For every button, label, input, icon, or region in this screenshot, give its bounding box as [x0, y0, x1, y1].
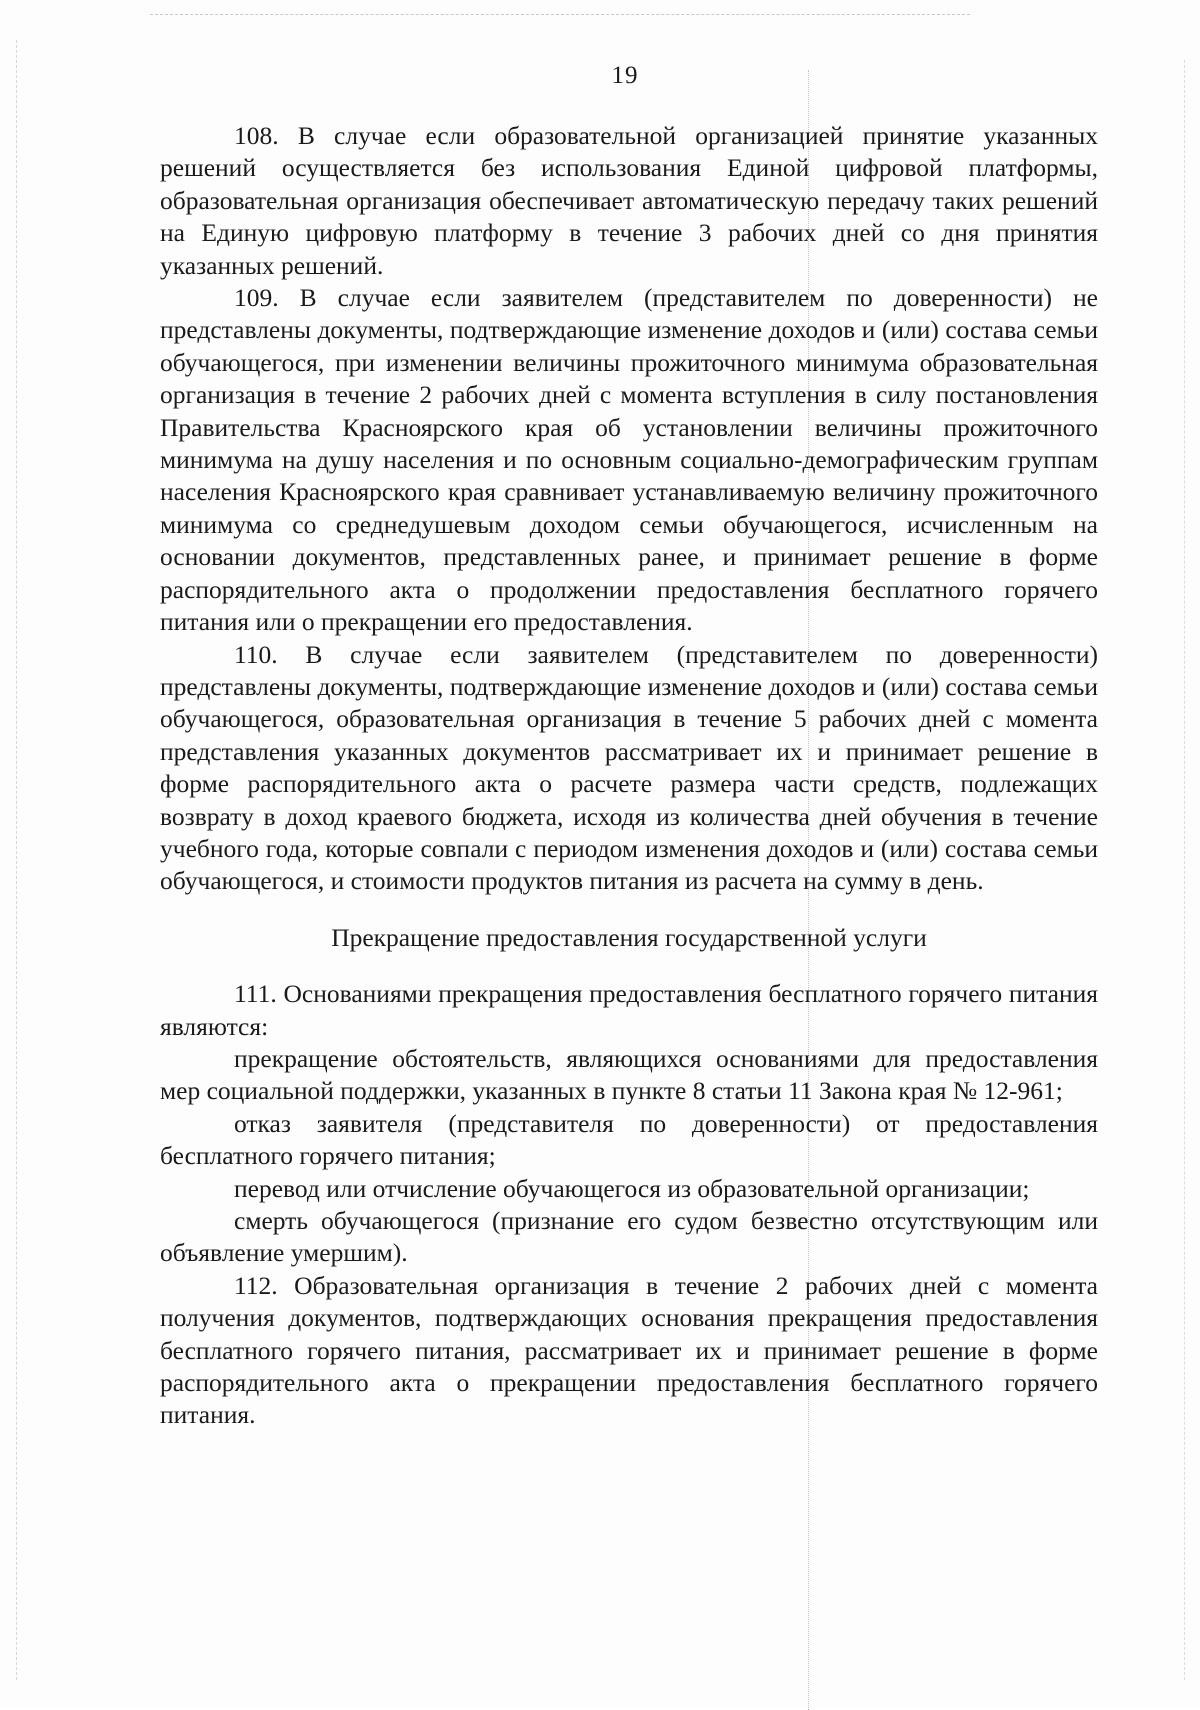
scan-edge-top — [150, 14, 970, 16]
paragraph-110: 110. В случае если заявителем (представителем по доверенности) представлены документы, подтверждающие изменение доходов и (или) состава семьи обучающегося, образовательная организация в течение 5 рабочих дней с момента представления указанных документов рассматривает их и принимает решение в форме распорядительного акта о расчете размера части средств, подлежащих возврату в доход краевого бюджета, исходя из количества дней обучения в течение учебного года, которые совпали с периодом изменения доходов и (или) состава семьи обучающегося, и стоимости продуктов питания из расчета на сумму в день. — [160, 639, 1098, 896]
scan-edge-right — [1184, 60, 1186, 1680]
paragraph-111-item: перевод или отчисление обучающегося из образовательной организации; — [234, 1173, 1030, 1203]
scan-edge-left — [16, 40, 18, 1680]
section-heading: Прекращение предоставления государственной услуги — [331, 922, 927, 952]
paragraph-112: 112. Образовательная организация в течение 2 рабочих дней с момента получения документов, подтверждающих основания прекращения предоставления бесплатного горячего питания, рассматривает их и принимает решение в форме распорядительного акта о прекращении предоставления бесплатного горячего питания. — [160, 1270, 1098, 1430]
paragraph-108: 108. В случае если образовательной организацией принятие указанных решений осуществляется без использования Единой цифровой платформы, образовательная организация обеспечивает автоматическую передачу таких решений на Единую цифровую платформу в течение 3 рабочих дней со дня принятия указанных решений. — [160, 121, 1098, 280]
paragraph-111-intro: 111. Основаниями прекращения предоставления бесплатного горячего питания являются: — [160, 979, 1098, 1041]
paragraph-111-item: отказ заявителя (представителя по доверенности) от предоставления бесплатного горячего питания; — [160, 1108, 1098, 1171]
document-body — [160, 120, 1098, 1432]
paragraph-111-item: смерть обучающегося (признание его судом безвестно отсутствующим или объявление умершим). — [160, 1206, 1098, 1268]
page-number: 19 — [611, 62, 639, 89]
paragraph-111-item: прекращение обстоятельств, являющихся основаниями для предоставления мер социальной поддержки, указанных в пункте 8 статьи 11 Закона края № 12-961; — [160, 1043, 1098, 1106]
paragraph-109: 109. В случае если заявителем (представителем по доверенности) не представлены документы, подтверждающие изменение доходов и (или) состава семьи обучающегося, при изменении величины прожиточного минимума образовательная организация в течение 2 рабочих дней с момента вступления в силу постановления Правительства Красноярского края об установлении величины прожиточного минимума на душу населения и по основным социально-демографическим группам населения Красноярского края сравнивает устанавливаемую величину прожиточного минимума со среднедушевым доходом семьи обучающегося, исчисленным на основании документов, представленных ранее, и принимает решение в форме распорядительного акта о продолжении предоставления бесплатного горячего питания или о прекращении его предоставления. — [160, 283, 1098, 637]
